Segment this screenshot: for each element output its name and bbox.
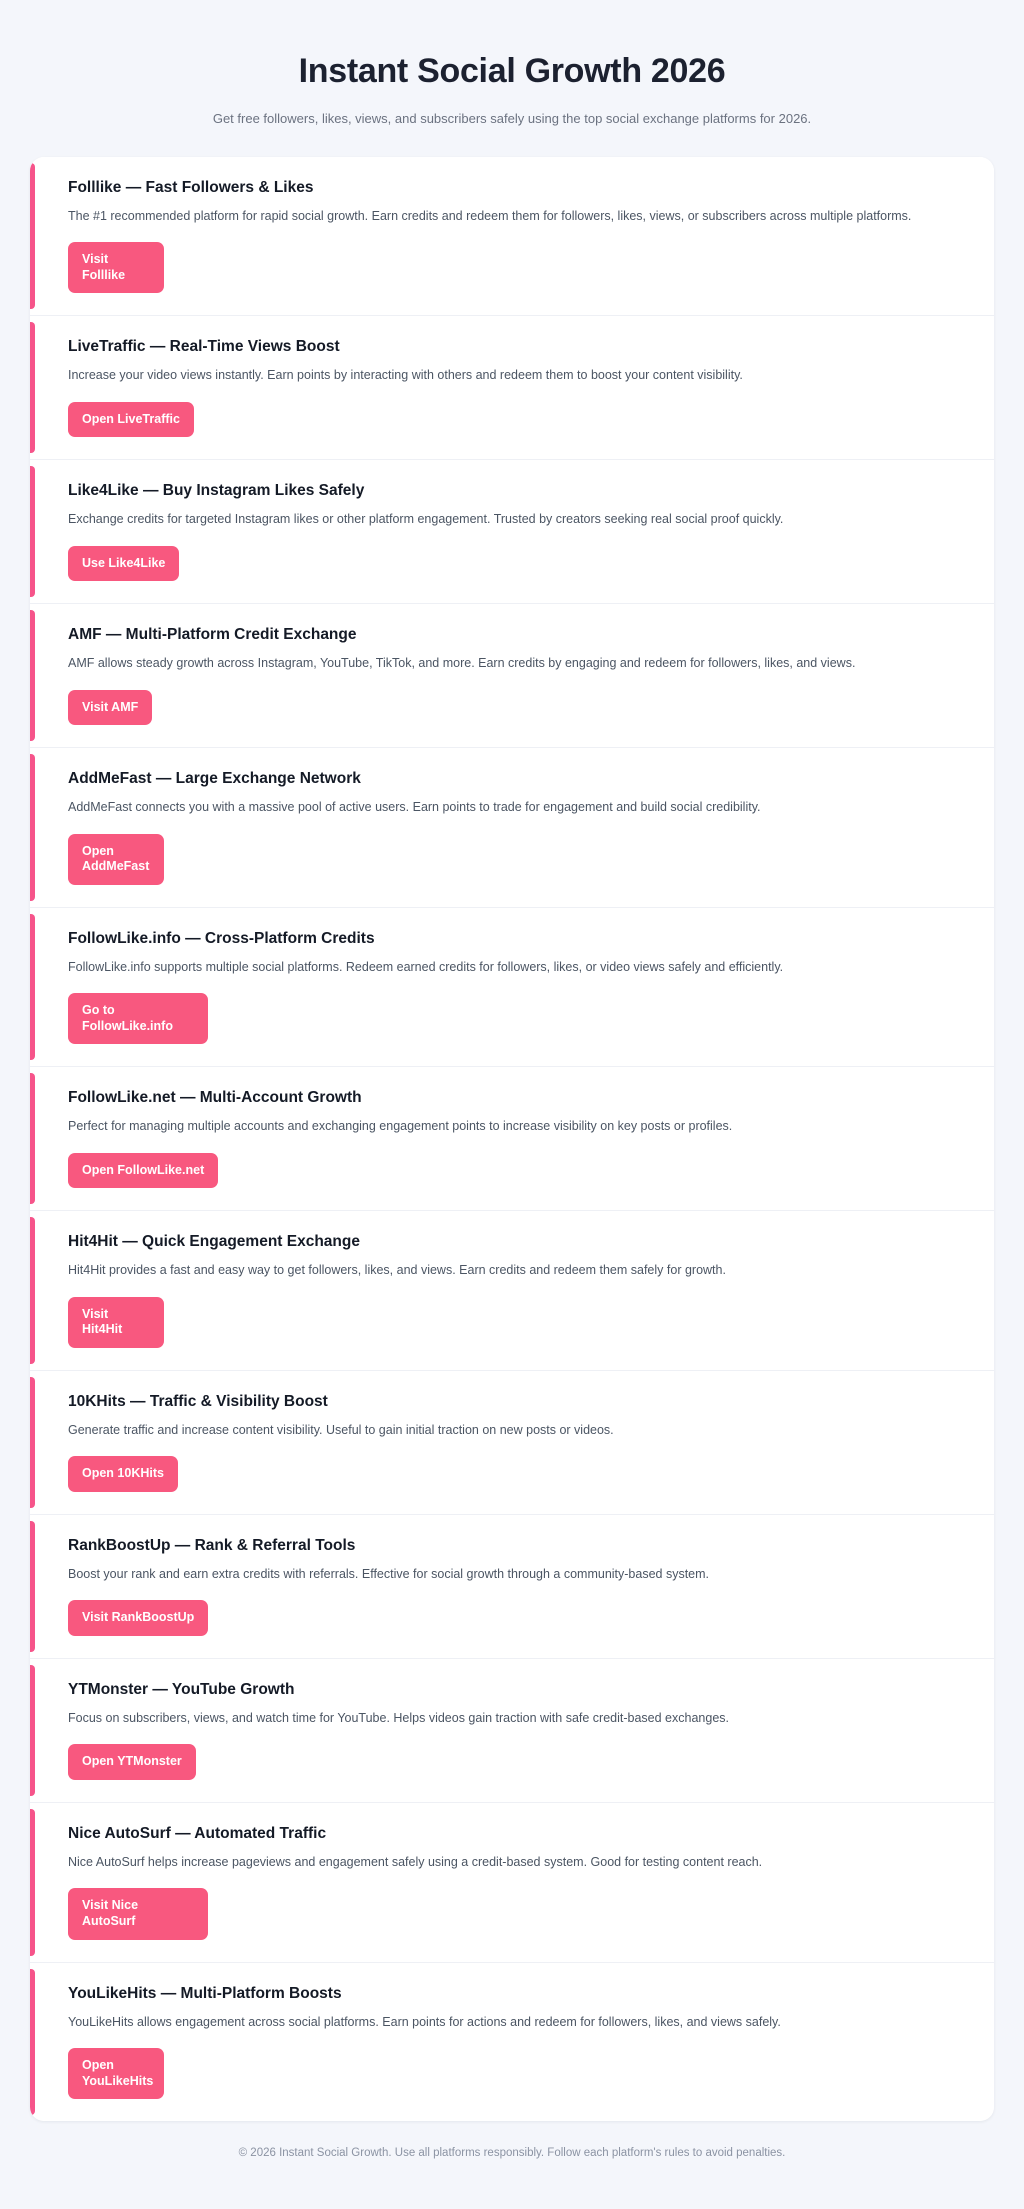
list-item: [30, 316, 994, 460]
open-10khits-button[interactable]: Open 10KHits: [68, 1456, 178, 1492]
card-description: AMF allows steady growth across Instagram, YouTube, TikTok, and more. Earn credits by engaging and redeem for followers, likes, and views.: [68, 656, 856, 671]
footer-text: © 2026 Instant Social Growth. Use all platforms responsibly. Follow each platform's rules to avoid penalties.: [238, 2147, 786, 2160]
go-to-followlike-info-button[interactable]: Go to FollowLike.info: [68, 993, 208, 1044]
card-title: AddMeFast — Large Exchange Network: [68, 770, 361, 788]
card-description: Focus on subscribers, views, and watch time for YouTube. Helps videos gain traction with safe credit-based exchanges.: [68, 1711, 729, 1725]
card-title: FollowLike.net — Multi-Account Growth: [68, 1089, 362, 1107]
card-title: RankBoostUp — Rank & Referral Tools: [68, 1537, 356, 1554]
card-title: YouLikeHits — Multi-Platform Boosts: [68, 1984, 342, 2002]
list-item: [30, 1659, 994, 1803]
use-like4like-button[interactable]: Use Like4Like: [68, 546, 179, 582]
list-item: [30, 604, 994, 748]
card-description: Exchange credits for targeted Instagram likes or other platform engagement. Trusted by creators seeking real social proof quickly.: [68, 512, 784, 527]
card-title: AMF — Multi-Platform Credit Exchange: [68, 626, 357, 644]
list-item: [30, 908, 994, 1068]
card-description: Hit4Hit provides a fast and easy way to get followers, likes, and views. Earn credits and redeem them safely for growth.: [68, 1263, 726, 1278]
card-description: AddMeFast connects you with a massive pool of active users. Earn points to trade for engagement and build social credibility.: [68, 800, 761, 815]
card-description: Boost your rank and earn extra credits with referrals. Effective for social growth through a community-based system.: [68, 1567, 710, 1581]
card-title: YTMonster — YouTube Growth: [68, 1681, 295, 1698]
list-item: [30, 748, 994, 908]
open-followlike-net-button[interactable]: Open FollowLike.net: [68, 1153, 218, 1189]
card-description: Perfect for managing multiple accounts and exchanging engagement points to increase visibility on key posts or profiles.: [68, 1119, 733, 1134]
list-item: [30, 1963, 994, 2122]
list-item: [30, 1515, 994, 1659]
visit-hit4hit-button[interactable]: Visit Hit4Hit: [68, 1297, 164, 1348]
visit-folllike-button[interactable]: Visit Folllike: [68, 242, 164, 293]
card-title: Folllike — Fast Followers & Likes: [68, 178, 314, 196]
open-youlikehits-button[interactable]: Open YouLikeHits: [68, 2048, 164, 2099]
open-addmefast-button[interactable]: Open AddMeFast: [68, 834, 164, 885]
list-item: [30, 1067, 994, 1211]
open-livetraffic-button[interactable]: Open LiveTraffic: [68, 402, 194, 438]
list-item: [30, 1371, 994, 1515]
card-title: FollowLike.info — Cross-Platform Credits: [68, 929, 375, 947]
visit-nice-autosurf-button[interactable]: Visit Nice AutoSurf: [68, 1888, 208, 1939]
list-item: [30, 157, 994, 317]
list-item: [30, 1211, 994, 1371]
platform-list: [30, 157, 994, 2122]
open-ytmonster-button[interactable]: Open YTMonster: [68, 1744, 196, 1780]
card-title: Hit4Hit — Quick Engagement Exchange: [68, 1233, 360, 1251]
card-title: Like4Like — Buy Instagram Likes Safely: [68, 482, 365, 500]
card-description: The #1 recommended platform for rapid social growth. Earn credits and redeem them for followers, likes, views, or subscribers across multiple platforms.: [68, 208, 912, 223]
card-description: Nice AutoSurf helps increase pageviews and engagement safely using a credit-based system. Good for testing content reach.: [68, 1855, 763, 1869]
list-item: [30, 460, 994, 604]
card-title: 10KHits — Traffic & Visibility Boost: [68, 1393, 328, 1410]
card-description: FollowLike.info supports multiple social platforms. Redeem earned credits for followers, likes, or video views safely and efficiently.: [68, 959, 784, 974]
page-title: Instant Social Growth 2026: [298, 52, 726, 90]
card-title: LiveTraffic — Real-Time Views Boost: [68, 338, 340, 356]
page-subtitle: Get free followers, likes, views, and subscribers safely using the top social exchange platforms for 2026.: [212, 111, 812, 126]
card-description: Generate traffic and increase content visibility. Useful to gain initial traction on new posts or videos.: [68, 1423, 614, 1437]
card-description: Increase your video views instantly. Earn points by interacting with others and redeem them to boost your content visibility.: [68, 368, 743, 383]
card-title: Nice AutoSurf — Automated Traffic: [68, 1825, 327, 1842]
visit-amf-button[interactable]: Visit AMF: [68, 690, 152, 726]
list-item: [30, 1803, 994, 1963]
visit-rankboostup-button[interactable]: Visit RankBoostUp: [68, 1600, 208, 1636]
card-description: YouLikeHits allows engagement across social platforms. Earn points for actions and redeem for followers, likes, and views safely.: [68, 2014, 781, 2029]
